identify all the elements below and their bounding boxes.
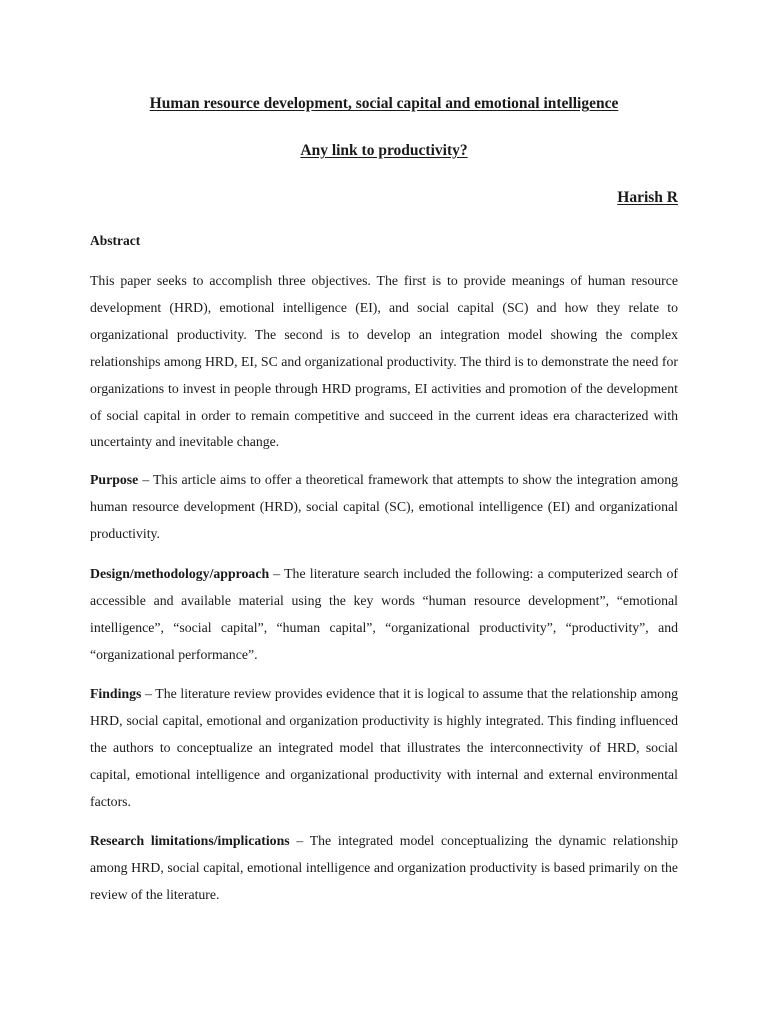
design-heading: Design/methodology/approach (90, 566, 270, 581)
design-paragraph (90, 561, 678, 669)
purpose-paragraph (90, 467, 678, 548)
abstract-paragraph: This paper seeks to accomplish three objectives. The first is to provide meanings of human resource development (HRD), emotional intelligence (EI), and social capital (SC) and how they relate to organizational productivity. The second is to develop an integration model showing the complex relationships among HRD, EI, SC and organizational productivity. The third is to demonstrate the need for organizations to invest in people through HRD programs, EI activities and promotion of the development of social capital in order to remain competitive and succeed in the current ideas era characterized with uncertainty and inevitable change. (90, 273, 678, 450)
design-text: – The literature search included the following: a computerized search of accessible and available material using the key words “human resource development”, “emotional intelligence”, “social capital”, “human capital”, “organizational productivity”, “productivity”, and “organizational performance”. (90, 566, 678, 662)
purpose-text: – This article aims to offer a theoretical framework that attempts to show the integration among human resource development (HRD), social capital (SC), emotional intelligence (EI) and organizational productivity. (90, 472, 678, 541)
findings-paragraph (90, 681, 678, 816)
document-page (90, 0, 678, 1024)
purpose-heading: Purpose (90, 472, 139, 487)
research-paragraph (90, 828, 678, 909)
paper-subtitle: Any link to productivity? (300, 142, 468, 159)
paper-title: Human resource development, social capital and emotional intelligence (149, 95, 619, 112)
findings-heading: Findings (90, 686, 142, 701)
abstract-heading: Abstract (90, 233, 141, 248)
research-text: – The integrated model conceptualizing the dynamic relationship among HRD, social capital, emotional intelligence and organization productivity is based primarily on the review of the literature. (90, 833, 679, 902)
author-name: Harish R (617, 189, 678, 206)
research-heading: Research limitations/implications (90, 833, 290, 848)
findings-text: – The literature review provides evidence that it is logical to assume that the relationship among HRD, social capital, emotional and organization productivity is highly integrated. This finding influenced the authors to conceptualize an integrated model that illustrates the interconnectivity of HRD, social capital, emotional intelligence and organizational productivity with internal and external environmental factors. (90, 686, 678, 809)
